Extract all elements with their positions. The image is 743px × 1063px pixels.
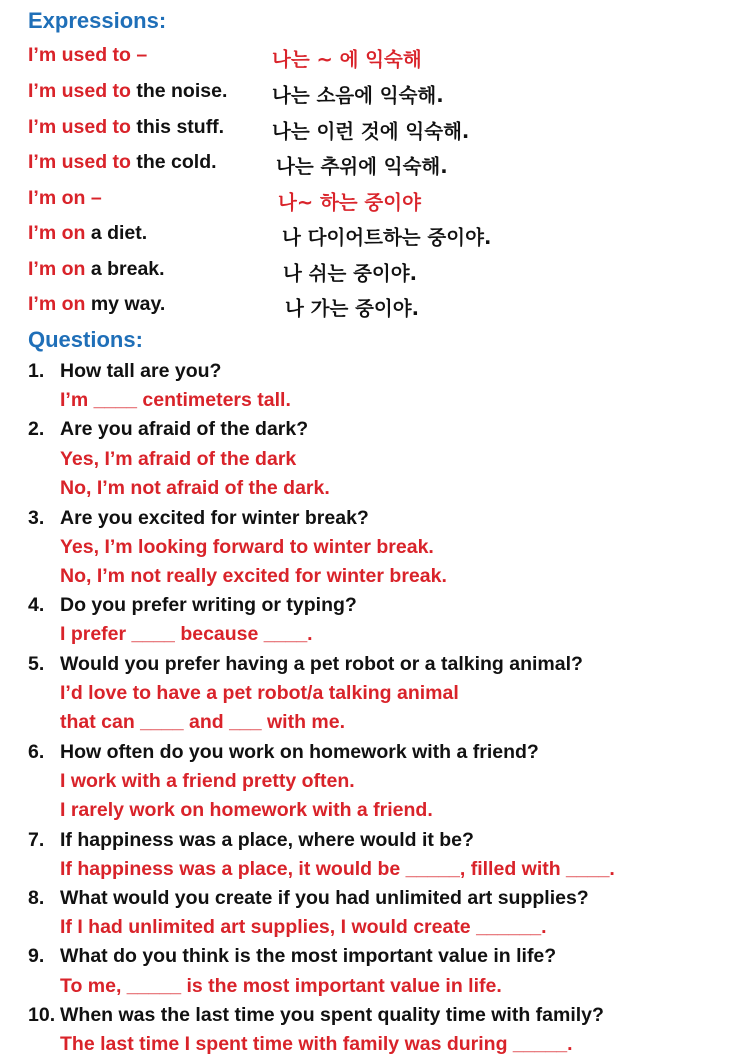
expression-translation: 나~ 하는 중이야	[278, 191, 421, 214]
question-number: 2.	[28, 418, 45, 440]
question-number: 9.	[28, 945, 45, 967]
question-number: 4.	[28, 594, 45, 616]
expression-row	[28, 187, 102, 210]
questions-heading: Questions:	[28, 327, 143, 352]
expression-translation: 나 다이어트하는 중이야.	[282, 226, 492, 249]
answer-line: I rarely work on homework with a friend.	[60, 799, 433, 821]
expression-translation: 나 쉬는 중이야.	[283, 262, 418, 285]
answer-line: No, I’m not afraid of the dark.	[60, 477, 330, 499]
expression-row	[28, 151, 217, 174]
question-item	[28, 945, 556, 968]
expression-key: I’m on	[28, 222, 86, 244]
question-number: 7.	[28, 829, 45, 851]
expression-rest: my way.	[85, 293, 166, 315]
question-number: 10.	[28, 1004, 56, 1026]
answer-line: I’d love to have a pet robot/a talking animal	[60, 682, 459, 704]
question-text: If happiness was a place, where would it be?	[60, 829, 474, 851]
question-text: What do you think is the most important value in life?	[60, 945, 557, 967]
expression-key: I’m used to –	[28, 44, 148, 66]
expression-row	[28, 80, 227, 103]
expression-key: I’m used to	[28, 116, 131, 138]
answer-line: that can ____ and ___ with me.	[60, 711, 346, 733]
question-text: Are you afraid of the dark?	[60, 418, 309, 440]
answer-line: If happiness was a place, it would be _____, filled with ____.	[60, 858, 615, 880]
question-item	[28, 418, 308, 441]
answer-line: I work with a friend pretty often.	[60, 770, 355, 792]
expression-key: I’m on –	[28, 187, 102, 209]
expression-translation: 나는 추위에 익숙해.	[276, 155, 448, 178]
expression-rest: the cold.	[130, 151, 217, 173]
question-number: 1.	[28, 360, 45, 382]
answer-line: To me, _____ is the most important value in life.	[60, 975, 502, 997]
expression-row	[28, 258, 165, 281]
expression-rest: a diet.	[85, 222, 148, 244]
question-item	[28, 653, 583, 676]
expression-rest: the noise.	[130, 80, 228, 102]
expression-row	[28, 293, 165, 316]
question-number: 6.	[28, 741, 45, 763]
answer-line: The last time I spent time with family was during _____.	[60, 1033, 573, 1055]
expression-rest: a break.	[85, 258, 165, 280]
question-text: Are you excited for winter break?	[60, 507, 369, 529]
answer-line: Yes, I’m looking forward to winter break.	[60, 536, 434, 558]
expression-key: I’m used to	[28, 80, 131, 102]
expression-translation: 나 가는 중이야.	[285, 297, 420, 320]
question-number: 3.	[28, 507, 45, 529]
expression-key: I’m used to	[28, 151, 131, 173]
question-text: When was the last time you spent quality time with family?	[60, 1004, 604, 1026]
question-item	[28, 1004, 604, 1027]
question-item	[28, 507, 369, 530]
question-item	[28, 594, 357, 617]
question-text: How tall are you?	[60, 360, 222, 382]
expression-translation: 나는 이런 것에 익숙해.	[272, 120, 470, 143]
answer-line: I prefer ____ because ____.	[60, 623, 313, 645]
question-number: 5.	[28, 653, 45, 675]
expression-row	[28, 222, 147, 245]
expression-translation: 나는 ~ 에 익숙해	[272, 48, 422, 71]
answer-line: Yes, I’m afraid of the dark	[60, 448, 297, 470]
expression-row	[28, 116, 224, 139]
question-item	[28, 829, 474, 852]
question-text: What would you create if you had unlimited art supplies?	[60, 887, 589, 909]
expression-key: I’m on	[28, 293, 86, 315]
expression-key: I’m on	[28, 258, 86, 280]
expressions-heading: Expressions:	[28, 8, 167, 33]
question-number: 8.	[28, 887, 45, 909]
answer-line: I’m ____ centimeters tall.	[60, 389, 291, 411]
question-text: How often do you work on homework with a friend?	[60, 741, 539, 763]
answer-line: If I had unlimited art supplies, I would create ______.	[60, 916, 547, 938]
expression-row	[28, 44, 147, 67]
answer-line: No, I’m not really excited for winter break.	[60, 565, 447, 587]
question-text: Would you prefer having a pet robot or a talking animal?	[60, 653, 583, 675]
question-text: Do you prefer writing or typing?	[60, 594, 357, 616]
expression-rest: this stuff.	[130, 116, 225, 138]
question-item	[28, 360, 221, 383]
question-item	[28, 741, 539, 764]
expression-translation: 나는 소음에 익숙해.	[272, 84, 444, 107]
question-item	[28, 887, 589, 910]
